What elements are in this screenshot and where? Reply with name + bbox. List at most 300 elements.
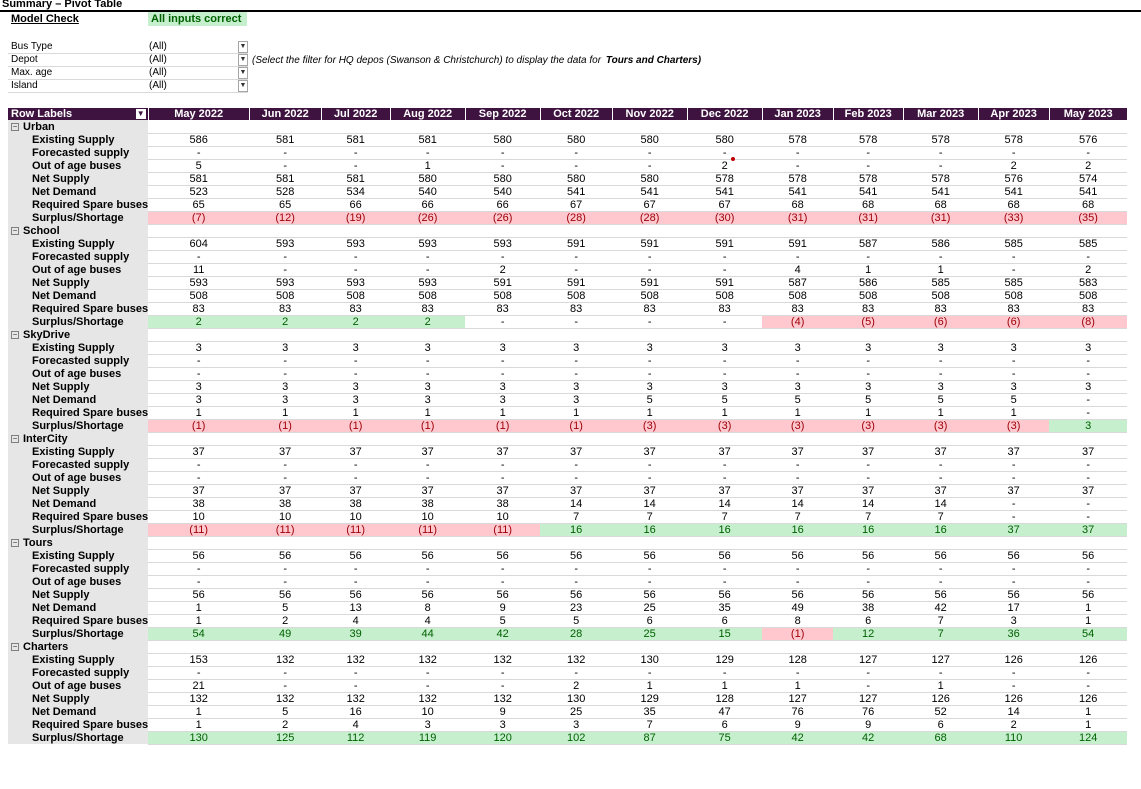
value-cell[interactable]: 25 [540,705,612,718]
value-cell[interactable]: 28 [540,627,612,640]
value-cell[interactable]: 6 [833,614,903,627]
value-cell[interactable]: - [762,471,833,484]
value-cell[interactable]: - [978,250,1049,263]
value-cell[interactable]: 541 [612,185,687,198]
value-cell[interactable]: 1 [903,406,978,419]
value-cell[interactable]: 37 [249,484,321,497]
value-cell[interactable]: 586 [833,276,903,289]
value-cell[interactable]: 56 [833,588,903,601]
value-cell[interactable]: - [540,250,612,263]
value-cell[interactable]: - [978,471,1049,484]
value-cell[interactable]: 593 [321,237,390,250]
value-cell[interactable]: 1 [903,263,978,276]
value-cell[interactable]: 56 [687,588,762,601]
value-cell[interactable]: - [903,458,978,471]
value-cell[interactable]: 3 [148,380,249,393]
value-cell[interactable]: 38 [833,601,903,614]
value-cell[interactable]: 2 [465,263,540,276]
value-cell[interactable]: 593 [148,276,249,289]
value-cell[interactable]: 1 [390,406,465,419]
value-cell[interactable]: 13 [321,601,390,614]
value-cell[interactable]: - [687,458,762,471]
value-cell[interactable]: - [321,250,390,263]
value-cell[interactable]: - [540,562,612,575]
value-cell[interactable]: 1 [148,705,249,718]
value-cell[interactable]: 128 [762,653,833,666]
value-cell[interactable]: (4) [762,315,833,328]
value-cell[interactable]: - [465,562,540,575]
value-cell[interactable]: 508 [1049,289,1127,302]
value-cell[interactable]: 541 [978,185,1049,198]
value-cell[interactable]: - [465,315,540,328]
value-cell[interactable]: 16 [762,523,833,536]
value-cell[interactable]: 9 [465,601,540,614]
value-cell[interactable]: 15 [687,627,762,640]
value-cell[interactable]: 580 [540,172,612,185]
value-cell[interactable]: - [321,146,390,159]
value-cell[interactable]: - [1049,393,1127,406]
value-cell[interactable]: 541 [540,185,612,198]
collapse-icon[interactable]: − [12,537,18,547]
value-cell[interactable]: 583 [1049,276,1127,289]
value-cell[interactable]: 3 [833,341,903,354]
value-cell[interactable]: 54 [148,627,249,640]
value-cell[interactable]: - [390,679,465,692]
value-cell[interactable]: - [249,146,321,159]
value-cell[interactable]: 37 [903,445,978,458]
value-cell[interactable]: 3 [540,341,612,354]
value-cell[interactable]: 83 [1049,302,1127,315]
value-cell[interactable]: 578 [687,172,762,185]
value-cell[interactable]: 540 [465,185,540,198]
value-cell[interactable]: 3 [390,718,465,731]
value-cell[interactable]: 16 [903,523,978,536]
group-label[interactable] [8,536,148,549]
value-cell[interactable]: (12) [249,211,321,224]
value-cell[interactable]: 39 [321,627,390,640]
value-cell[interactable]: 2 [249,315,321,328]
value-cell[interactable]: - [833,471,903,484]
value-cell[interactable]: 578 [833,172,903,185]
value-cell[interactable]: 83 [687,302,762,315]
value-cell[interactable]: 5 [762,393,833,406]
value-cell[interactable]: 83 [148,302,249,315]
value-cell[interactable]: 56 [762,549,833,562]
value-cell[interactable]: 508 [762,289,833,302]
value-cell[interactable]: - [978,666,1049,679]
value-cell[interactable]: 7 [762,510,833,523]
value-cell[interactable]: 593 [465,237,540,250]
value-cell[interactable]: - [762,354,833,367]
value-cell[interactable]: 56 [465,588,540,601]
value-cell[interactable]: 10 [249,510,321,523]
value-cell[interactable]: - [978,679,1049,692]
value-cell[interactable]: 3 [978,614,1049,627]
value-cell[interactable]: 130 [148,731,249,744]
value-cell[interactable]: - [465,146,540,159]
value-cell[interactable]: 119 [390,731,465,744]
value-cell[interactable]: 591 [540,237,612,250]
value-cell[interactable]: 10 [390,705,465,718]
value-cell[interactable]: 132 [390,653,465,666]
value-cell[interactable]: 10 [465,510,540,523]
value-cell[interactable]: 3 [978,380,1049,393]
value-cell[interactable]: 580 [390,172,465,185]
value-cell[interactable]: 75 [687,731,762,744]
value-cell[interactable]: 541 [762,185,833,198]
value-cell[interactable]: - [465,575,540,588]
value-cell[interactable]: (8) [1049,315,1127,328]
value-cell[interactable]: 132 [321,692,390,705]
value-cell[interactable]: 42 [762,731,833,744]
row-labels-header[interactable] [8,108,148,120]
value-cell[interactable]: 17 [978,601,1049,614]
value-cell[interactable]: - [249,575,321,588]
value-cell[interactable]: 5 [540,614,612,627]
value-cell[interactable]: 5 [687,393,762,406]
value-cell[interactable]: 5 [249,601,321,614]
value-cell[interactable]: 540 [390,185,465,198]
value-cell[interactable]: (33) [978,211,1049,224]
value-cell[interactable]: 76 [762,705,833,718]
value-cell[interactable]: 508 [833,289,903,302]
value-cell[interactable]: - [465,159,540,172]
value-cell[interactable]: 3 [978,341,1049,354]
value-cell[interactable]: 508 [903,289,978,302]
value-cell[interactable]: 508 [249,289,321,302]
value-cell[interactable]: - [148,666,249,679]
value-cell[interactable]: - [321,575,390,588]
value-cell[interactable]: - [903,575,978,588]
value-cell[interactable]: - [148,575,249,588]
value-cell[interactable]: 3 [465,718,540,731]
value-cell[interactable]: - [540,458,612,471]
value-cell[interactable]: 581 [148,172,249,185]
value-cell[interactable]: - [687,146,762,159]
value-cell[interactable]: 1 [1049,718,1127,731]
value-cell[interactable]: 125 [249,731,321,744]
value-cell[interactable]: 4 [390,614,465,627]
value-cell[interactable]: - [687,367,762,380]
value-cell[interactable]: 37 [978,484,1049,497]
value-cell[interactable]: 3 [540,718,612,731]
value-cell[interactable]: 83 [465,302,540,315]
value-cell[interactable]: - [762,250,833,263]
value-cell[interactable]: 56 [612,588,687,601]
value-cell[interactable]: - [390,471,465,484]
value-cell[interactable]: - [612,263,687,276]
value-cell[interactable]: 3 [1049,419,1127,432]
value-cell[interactable]: - [978,497,1049,510]
value-cell[interactable]: (31) [833,211,903,224]
value-cell[interactable]: 1 [762,679,833,692]
value-cell[interactable]: (6) [978,315,1049,328]
value-cell[interactable]: 83 [612,302,687,315]
value-cell[interactable]: - [390,575,465,588]
value-cell[interactable]: - [465,250,540,263]
value-cell[interactable]: 87 [612,731,687,744]
value-cell[interactable]: (28) [612,211,687,224]
value-cell[interactable]: 2 [540,679,612,692]
value-cell[interactable]: (1) [465,419,540,432]
value-cell[interactable]: - [148,562,249,575]
value-cell[interactable]: - [687,263,762,276]
value-cell[interactable]: 12 [833,627,903,640]
value-cell[interactable]: - [833,367,903,380]
value-cell[interactable]: - [1049,510,1127,523]
value-cell[interactable]: 508 [148,289,249,302]
value-cell[interactable]: 1 [249,406,321,419]
value-cell[interactable]: 580 [687,133,762,146]
value-cell[interactable]: - [321,354,390,367]
value-cell[interactable]: - [687,666,762,679]
value-cell[interactable]: (3) [762,419,833,432]
value-cell[interactable]: (3) [978,419,1049,432]
group-label[interactable] [8,328,148,341]
value-cell[interactable]: 2 [249,614,321,627]
value-cell[interactable]: 38 [249,497,321,510]
value-cell[interactable]: - [249,666,321,679]
value-cell[interactable]: - [687,562,762,575]
value-cell[interactable]: 1 [762,406,833,419]
value-cell[interactable]: 56 [148,549,249,562]
value-cell[interactable]: 65 [148,198,249,211]
value-cell[interactable]: 541 [903,185,978,198]
value-cell[interactable]: 11 [148,263,249,276]
value-cell[interactable]: 83 [321,302,390,315]
value-cell[interactable]: 130 [612,653,687,666]
value-cell[interactable]: 56 [1049,588,1127,601]
value-cell[interactable]: 38 [465,497,540,510]
value-cell[interactable]: 126 [978,653,1049,666]
value-cell[interactable]: 3 [465,380,540,393]
value-cell[interactable]: 1 [148,718,249,731]
value-cell[interactable]: (11) [465,523,540,536]
value-cell[interactable]: 508 [978,289,1049,302]
value-cell[interactable]: (11) [148,523,249,536]
value-cell[interactable]: 83 [390,302,465,315]
value-cell[interactable]: 37 [1049,523,1127,536]
value-cell[interactable]: (31) [903,211,978,224]
value-cell[interactable]: - [1049,146,1127,159]
value-cell[interactable]: 593 [249,276,321,289]
value-cell[interactable]: 2 [1049,263,1127,276]
value-cell[interactable]: 35 [612,705,687,718]
value-cell[interactable]: 56 [903,549,978,562]
value-cell[interactable]: 3 [762,380,833,393]
value-cell[interactable]: 16 [540,523,612,536]
value-cell[interactable]: 2 [1049,159,1127,172]
value-cell[interactable]: - [321,562,390,575]
value-cell[interactable]: 7 [903,510,978,523]
value-cell[interactable]: - [321,679,390,692]
value-cell[interactable]: - [687,471,762,484]
value-cell[interactable]: 3 [1049,380,1127,393]
value-cell[interactable]: 56 [321,588,390,601]
value-cell[interactable]: - [390,666,465,679]
value-cell[interactable]: 581 [249,172,321,185]
value-cell[interactable]: - [978,263,1049,276]
value-cell[interactable]: 591 [612,237,687,250]
value-cell[interactable]: 38 [148,497,249,510]
value-cell[interactable]: (26) [465,211,540,224]
value-cell[interactable]: 580 [612,172,687,185]
value-cell[interactable]: 126 [1049,653,1127,666]
value-cell[interactable]: 3 [687,341,762,354]
value-cell[interactable]: 3 [321,393,390,406]
value-cell[interactable]: - [762,367,833,380]
value-cell[interactable]: 42 [465,627,540,640]
value-cell[interactable]: - [612,575,687,588]
value-cell[interactable]: 37 [833,484,903,497]
value-cell[interactable]: - [612,471,687,484]
collapse-icon[interactable]: − [12,329,18,339]
value-cell[interactable]: 3 [903,380,978,393]
value-cell[interactable]: 593 [390,276,465,289]
value-cell[interactable]: (7) [148,211,249,224]
value-cell[interactable]: 508 [321,289,390,302]
value-cell[interactable]: - [833,679,903,692]
value-cell[interactable]: 580 [465,172,540,185]
value-cell[interactable]: - [1049,367,1127,380]
value-cell[interactable]: 83 [249,302,321,315]
value-cell[interactable]: 3 [612,341,687,354]
value-cell[interactable]: 65 [249,198,321,211]
value-cell[interactable]: (19) [321,211,390,224]
value-cell[interactable]: 541 [1049,185,1127,198]
value-cell[interactable]: 126 [978,692,1049,705]
filter-depot[interactable] [8,54,248,67]
group-label[interactable] [8,120,148,133]
value-cell[interactable]: 120 [465,731,540,744]
value-cell[interactable]: 5 [612,393,687,406]
group-label[interactable] [8,432,148,445]
value-cell[interactable]: 2 [978,718,1049,731]
value-cell[interactable]: - [903,354,978,367]
value-cell[interactable]: 593 [249,237,321,250]
value-cell[interactable]: - [321,263,390,276]
value-cell[interactable]: 56 [978,549,1049,562]
value-cell[interactable]: 578 [903,133,978,146]
value-cell[interactable]: - [321,458,390,471]
value-cell[interactable]: 37 [978,445,1049,458]
value-cell[interactable]: 591 [687,276,762,289]
filter-icon[interactable]: ▼ [136,109,145,118]
value-cell[interactable]: - [612,315,687,328]
value-cell[interactable]: - [540,666,612,679]
value-cell[interactable]: 37 [978,523,1049,536]
value-cell[interactable]: - [249,354,321,367]
value-cell[interactable]: 604 [148,237,249,250]
value-cell[interactable]: (3) [687,419,762,432]
value-cell[interactable]: - [390,367,465,380]
value-cell[interactable]: 37 [390,445,465,458]
value-cell[interactable]: 580 [540,133,612,146]
value-cell[interactable]: - [249,679,321,692]
value-cell[interactable]: 578 [833,133,903,146]
value-cell[interactable]: 3 [249,380,321,393]
value-cell[interactable]: 126 [903,692,978,705]
value-cell[interactable]: 587 [762,276,833,289]
value-cell[interactable]: 37 [540,484,612,497]
value-cell[interactable]: 523 [148,185,249,198]
value-cell[interactable]: - [687,250,762,263]
value-cell[interactable]: (1) [249,419,321,432]
value-cell[interactable]: 576 [978,172,1049,185]
value-cell[interactable]: (5) [833,315,903,328]
collapse-icon[interactable]: − [12,225,18,235]
value-cell[interactable]: 3 [249,341,321,354]
value-cell[interactable]: 6 [612,614,687,627]
value-cell[interactable]: 1 [148,614,249,627]
value-cell[interactable]: - [540,575,612,588]
value-cell[interactable]: 37 [540,445,612,458]
value-cell[interactable]: 37 [148,484,249,497]
value-cell[interactable]: (1) [148,419,249,432]
value-cell[interactable]: - [148,146,249,159]
value-cell[interactable]: - [762,458,833,471]
value-cell[interactable]: 66 [390,198,465,211]
value-cell[interactable]: 581 [249,133,321,146]
value-cell[interactable]: - [465,367,540,380]
value-cell[interactable]: 1 [540,406,612,419]
value-cell[interactable]: 10 [390,510,465,523]
value-cell[interactable]: 68 [903,731,978,744]
value-cell[interactable]: 5 [978,393,1049,406]
value-cell[interactable]: 44 [390,627,465,640]
value-cell[interactable]: 534 [321,185,390,198]
value-cell[interactable]: 3 [612,380,687,393]
value-cell[interactable]: 1 [978,406,1049,419]
value-cell[interactable]: 132 [249,692,321,705]
value-cell[interactable]: 25 [612,601,687,614]
value-cell[interactable]: 508 [390,289,465,302]
value-cell[interactable]: - [687,354,762,367]
value-cell[interactable]: 1 [321,406,390,419]
value-cell[interactable]: - [903,159,978,172]
value-cell[interactable]: 1 [833,406,903,419]
value-cell[interactable]: - [540,354,612,367]
value-cell[interactable]: - [249,471,321,484]
value-cell[interactable]: 38 [390,497,465,510]
value-cell[interactable]: 10 [321,510,390,523]
value-cell[interactable]: 37 [612,484,687,497]
value-cell[interactable]: - [833,458,903,471]
value-cell[interactable]: 14 [687,497,762,510]
value-cell[interactable]: 66 [465,198,540,211]
value-cell[interactable]: 541 [833,185,903,198]
group-label[interactable] [8,224,148,237]
value-cell[interactable]: 37 [1049,484,1127,497]
value-cell[interactable]: 37 [903,484,978,497]
value-cell[interactable]: 16 [687,523,762,536]
value-cell[interactable]: 3 [1049,341,1127,354]
value-cell[interactable]: - [1049,562,1127,575]
filter-island[interactable] [8,80,248,93]
value-cell[interactable]: 47 [687,705,762,718]
value-cell[interactable]: 2 [390,315,465,328]
value-cell[interactable]: - [833,666,903,679]
value-cell[interactable]: - [612,666,687,679]
value-cell[interactable]: 7 [903,614,978,627]
value-cell[interactable]: 56 [1049,549,1127,562]
value-cell[interactable]: 132 [465,692,540,705]
value-cell[interactable]: 102 [540,731,612,744]
value-cell[interactable]: 10 [148,510,249,523]
value-cell[interactable]: 586 [903,237,978,250]
value-cell[interactable]: 528 [249,185,321,198]
value-cell[interactable]: (31) [762,211,833,224]
